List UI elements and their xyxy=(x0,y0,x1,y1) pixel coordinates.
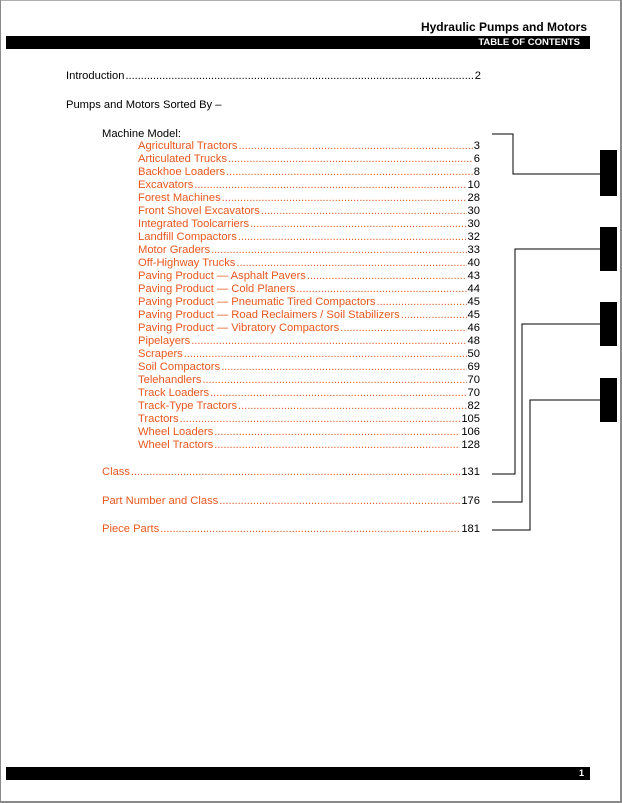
toc-entry-label: Wheel Tractors xyxy=(138,439,214,451)
document-title: Hydraulic Pumps and Motors xyxy=(420,20,587,34)
toc-entry-page: 128 xyxy=(461,439,480,451)
toc-entry-page: 50 xyxy=(467,348,480,360)
toc-entry-page: 69 xyxy=(467,361,480,373)
toc-entry-page: 32 xyxy=(467,231,480,243)
toc-entry-label: Pipelayers xyxy=(138,335,191,347)
toc-entry-page: 28 xyxy=(467,192,480,204)
toc-entry-label: Off-Highway Trucks xyxy=(138,257,236,269)
toc-entry-label: Paving Product — Asphalt Pavers xyxy=(138,270,306,282)
toc-entry-page: 176 xyxy=(461,495,480,507)
toc-entry-page: 48 xyxy=(467,335,480,347)
toc-entry-label: Telehandlers xyxy=(138,374,202,386)
connector-machine-model xyxy=(492,134,600,174)
toc-entry-page: 30 xyxy=(467,205,480,217)
toc-entry-label: Front Shovel Excavators xyxy=(138,205,260,217)
toc-entry-label: Paving Product — Pneumatic Tired Compactors xyxy=(138,296,376,308)
toc-entry-page: 131 xyxy=(461,466,480,478)
toc-entry-page: 8 xyxy=(473,166,480,178)
toc-entry-label: Forest Machines xyxy=(138,192,221,204)
toc-entry-label: Paving Product — Cold Planers xyxy=(138,283,296,295)
toc-entry-page: 45 xyxy=(467,296,480,308)
toc-entry-label: Paving Product — Road Reclaimers / Soil Stabilizers xyxy=(138,309,400,321)
toc-entry-page: 44 xyxy=(467,283,480,295)
toc-entry-page: 2 xyxy=(474,70,481,82)
toc-entry-page: 105 xyxy=(461,413,480,425)
toc-entry-label: Articulated Trucks xyxy=(138,153,227,165)
toc-entry-label: Soil Compactors xyxy=(138,361,221,373)
toc-entry-label: Wheel Loaders xyxy=(138,426,214,438)
toc-entry-page: 45 xyxy=(467,309,480,321)
toc-entry-page: 6 xyxy=(473,153,480,165)
toc-entry-label: Landfill Compactors xyxy=(138,231,237,243)
toc-entry-page: 43 xyxy=(467,270,480,282)
toc-entry-label: Integrated Toolcarriers xyxy=(138,218,250,230)
toc-entry-page: 3 xyxy=(473,140,480,152)
toc-entry-label: Motor Graders xyxy=(138,244,211,256)
connector-piece-parts xyxy=(492,400,600,530)
connector-class xyxy=(492,249,600,474)
toc-entry-page: 46 xyxy=(467,322,480,334)
toc-entry-label: Scrapers xyxy=(138,348,183,360)
toc-entry-label: Introduction xyxy=(66,70,125,82)
toc-entry-page: 181 xyxy=(461,523,480,535)
page-number: 1 xyxy=(578,768,584,778)
toc-entry-page: 30 xyxy=(467,218,480,230)
toc-entry-label: Tractors xyxy=(138,413,179,425)
toc-entry-label: Class xyxy=(102,466,130,478)
toc-entry-page: 106 xyxy=(461,426,480,438)
sorted-by-heading: Pumps and Motors Sorted By – xyxy=(66,99,222,111)
machine-model-heading: Machine Model: xyxy=(102,128,181,140)
toc-entry-label: Paving Product — Vibratory Compactors xyxy=(138,322,340,334)
footer-bar xyxy=(6,767,590,780)
toc-entry-label: Backhoe Loaders xyxy=(138,166,226,178)
toc-entry-page: 40 xyxy=(467,257,480,269)
toc-entry-label: Agricultural Tractors xyxy=(138,140,238,152)
toc-entry-page: 33 xyxy=(467,244,480,256)
connector-part-number xyxy=(492,324,600,502)
toc-entry-page: 10 xyxy=(467,179,480,191)
toc-entry-label: Piece Parts xyxy=(102,523,160,535)
toc-entry-label: Track Loaders xyxy=(138,387,210,399)
toc-entry-page: 70 xyxy=(467,374,480,386)
toc-entry-page: 82 xyxy=(467,400,480,412)
toc-entry-label: Track-Type Tractors xyxy=(138,400,238,412)
toc-entry-label: Excavators xyxy=(138,179,194,191)
section-label: TABLE OF CONTENTS xyxy=(478,37,580,48)
toc-entry-label: Part Number and Class xyxy=(102,495,219,507)
toc-entry-page: 70 xyxy=(467,387,480,399)
